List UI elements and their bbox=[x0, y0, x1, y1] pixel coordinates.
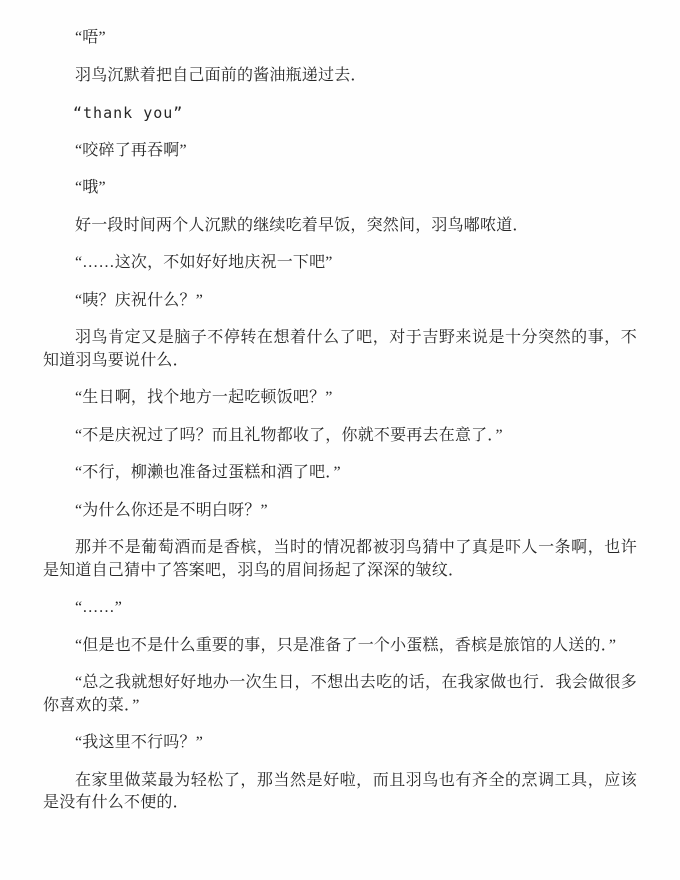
dialogue-line-16: “但是也不是什么重要的事，只是准备了一个小蛋糕，香槟是旅馆的人送的．” bbox=[75, 636, 617, 654]
dialogue-line-10: “生日啊，找个地方一起吃顿饭吧？” bbox=[75, 389, 333, 406]
dialogue-line-01: “唔” bbox=[75, 29, 106, 46]
dialogue-line-13: “为什么你还是不明白呀？” bbox=[75, 501, 268, 519]
dialogue-line-03: “thank you” bbox=[73, 104, 184, 122]
dialogue-line-11: “不是庆祝过了吗？而且礼物都收了，你就不要再去在意了．” bbox=[75, 426, 503, 444]
narration-para-02: 羽鸟沉默着把自己面前的酱油瓶递过去． bbox=[75, 66, 367, 84]
narration-para-19: 在家里做菜最为轻松了，那当然是好啦，而且羽鸟也有齐全的烹调工具，应该是没有什么不便的． bbox=[43, 771, 637, 811]
dialogue-line-17: “总之我就想好好地办一次生日，不想出去吃的话，在我家做也行．我会做很多你喜欢的菜．” bbox=[43, 674, 637, 714]
dialogue-line-05: “哦” bbox=[75, 179, 106, 196]
dialogue-line-18: “我这里不行吗？” bbox=[75, 734, 204, 751]
dialogue-line-08: “咦？庆祝什么？” bbox=[75, 291, 204, 309]
narration-para-06: 好一段时间两个人沉默的继续吃着早饭，突然间，羽鸟嘟哝道． bbox=[75, 216, 529, 234]
narration-para-14: 那并不是葡萄酒而是香槟，当时的情况都被羽鸟猜中了真是吓人一条啊，也许是知道自己猜中了答案吧，羽鸟的眉间扬起了深深的皱纹． bbox=[43, 539, 637, 579]
dialogue-line-12: “不行，柳濑也准备过蛋糕和酒了吧．” bbox=[75, 464, 341, 481]
dialogue-line-04: “咬碎了再吞啊” bbox=[75, 141, 187, 159]
dialogue-line-07: “……这次，不如好好地庆祝一下吧” bbox=[75, 254, 333, 271]
dialogue-line-15: “……” bbox=[75, 599, 123, 616]
narration-para-09: 羽鸟肯定又是脑子不停转在想着什么了吧，对于吉野来说是十分突然的事，不知道羽鸟要说什么． bbox=[43, 329, 637, 369]
